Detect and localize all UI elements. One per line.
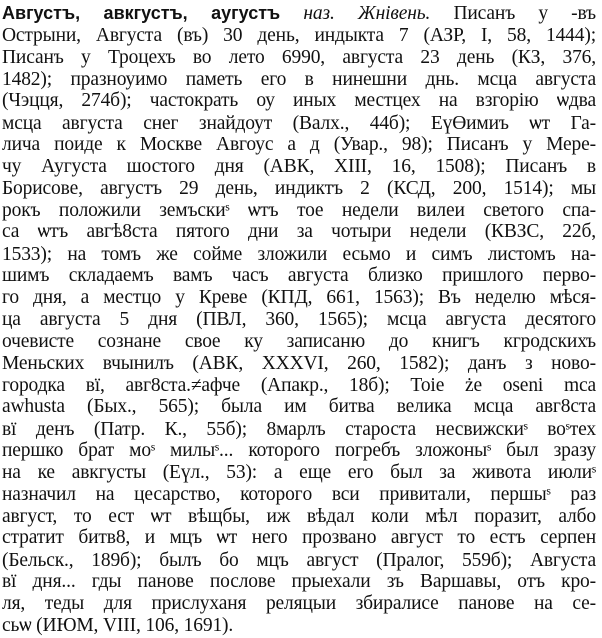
entry-line-24: август, то ест ѡт вѣщбы, иж вѣдал коли мѣл поразит, албо [2,505,596,527]
grammar-label: наз. [303,3,335,24]
entry-line-20: вї денъ (Патр. К., 55б); 8марлъ староста несвижскиˢ воˢтех [2,418,596,440]
entry-line-16: очевисте сознане своe ку записаню до книгъ кгродскихъ [2,331,596,353]
entry-line-7: лича поиде к Москве Авгоус а д (Увар., 98); Писанъ у Мерe‑ [2,134,596,156]
entry-line-8: чу Аугуста шостого дня (АВК, XIII, 16, 1508); Писанъ в [2,156,596,178]
entry-line-4: 1482); празноуимо паметь его в нинешни днь. мсца августа [2,69,596,91]
entry-line-23: назначил на цесарство, которогo вси привитали, першыˢ раз [2,483,596,505]
gloss: Жнівень. [357,3,431,24]
entry-line-2: Острыни, Августа (въ) 30 день, индыкта 7 (АЗР, I, 58, 1444); [2,25,596,47]
entry-line-13: шимъ складаемъ вамъ часъ августа близко пришлого перво‑ [2,265,596,287]
entry-line-19: awhusta (Бых., 565); была им битва велика мсца авг8ста [2,396,596,418]
dictionary-page [2,2,598,636]
entry-line-9: Борисове, августъ 29 день, индиктъ 2 (КСД, 200, 1514); мы [2,177,596,199]
entry-line-6: мсца августа снег знайдоут (Валх., 44б); ЕүӨимиъ ѡт Га‑ [2,112,596,134]
entry-line-22: на ке авкгусты (Еүл., 53): а еще его был за живота июлиˢ [2,462,596,484]
entry-line-26: (Бельск., 189б); былъ бо мцъ август (Пралог, 559б); Августа [2,549,596,571]
entry-line-10: рокъ положили земъскиˢ ѡтъ тое недели вилеи светого спа‑ [2,200,596,222]
entry-line-18: городка вї, авг8ста.≠афче (Апакр., 18б); Toie że oseni mca [2,374,596,396]
entry-line-12: 1533); на томъ же сойме зложили есьмо и симъ листомъ на‑ [2,243,596,265]
entry-line-25: стратит битв8, и мцъ ѡт него прозвано август то естъ серпен [2,527,596,549]
entry-line-15: ца августа 5 дня (ПВЛ, 360, 1565); мсца августа десятого [2,308,596,330]
entry-line-21: першко брат моˢ милыˢ... которого погребъ зложоныˢ был зразу [2,439,596,461]
entry-line-1 [2,2,596,25]
entry-line-14: го дня, а местцо у Креве (КПД, 661, 1563); Въ неделю мѣся‑ [2,287,596,309]
entry-line-3: Писанъ у Троцехъ во лето 6990, августа 23 день (КЗ, 376, [2,46,596,68]
first-line-text: Писанъ у ‑въ [453,3,596,24]
entry-line-5: (Чэцця, 274б); частократь оу иных местцех на взгорію ѡдва [2,90,596,112]
entry-line-29: сьѡ (ИЮМ, VIII, 106, 1691). [2,614,234,636]
headword: Августъ, авкгустъ, аугустъ [2,3,281,23]
entry-line-11: са ѡтъ авгѣ8ста пятого дни за чотыри недели (КВЗС, 22б, [2,221,596,243]
entry-line-28: ля, теды для прислуханя реляцыи збиралисе панове на се‑ [2,593,596,615]
entry-line-27: вї дня... гды панове послове прыехали зъ Варшавы, отъ кро‑ [2,570,596,592]
entry-line-17: Меньских вчынилъ (АВК, XXXVI, 260, 1582); данъ з новo‑ [2,352,596,374]
